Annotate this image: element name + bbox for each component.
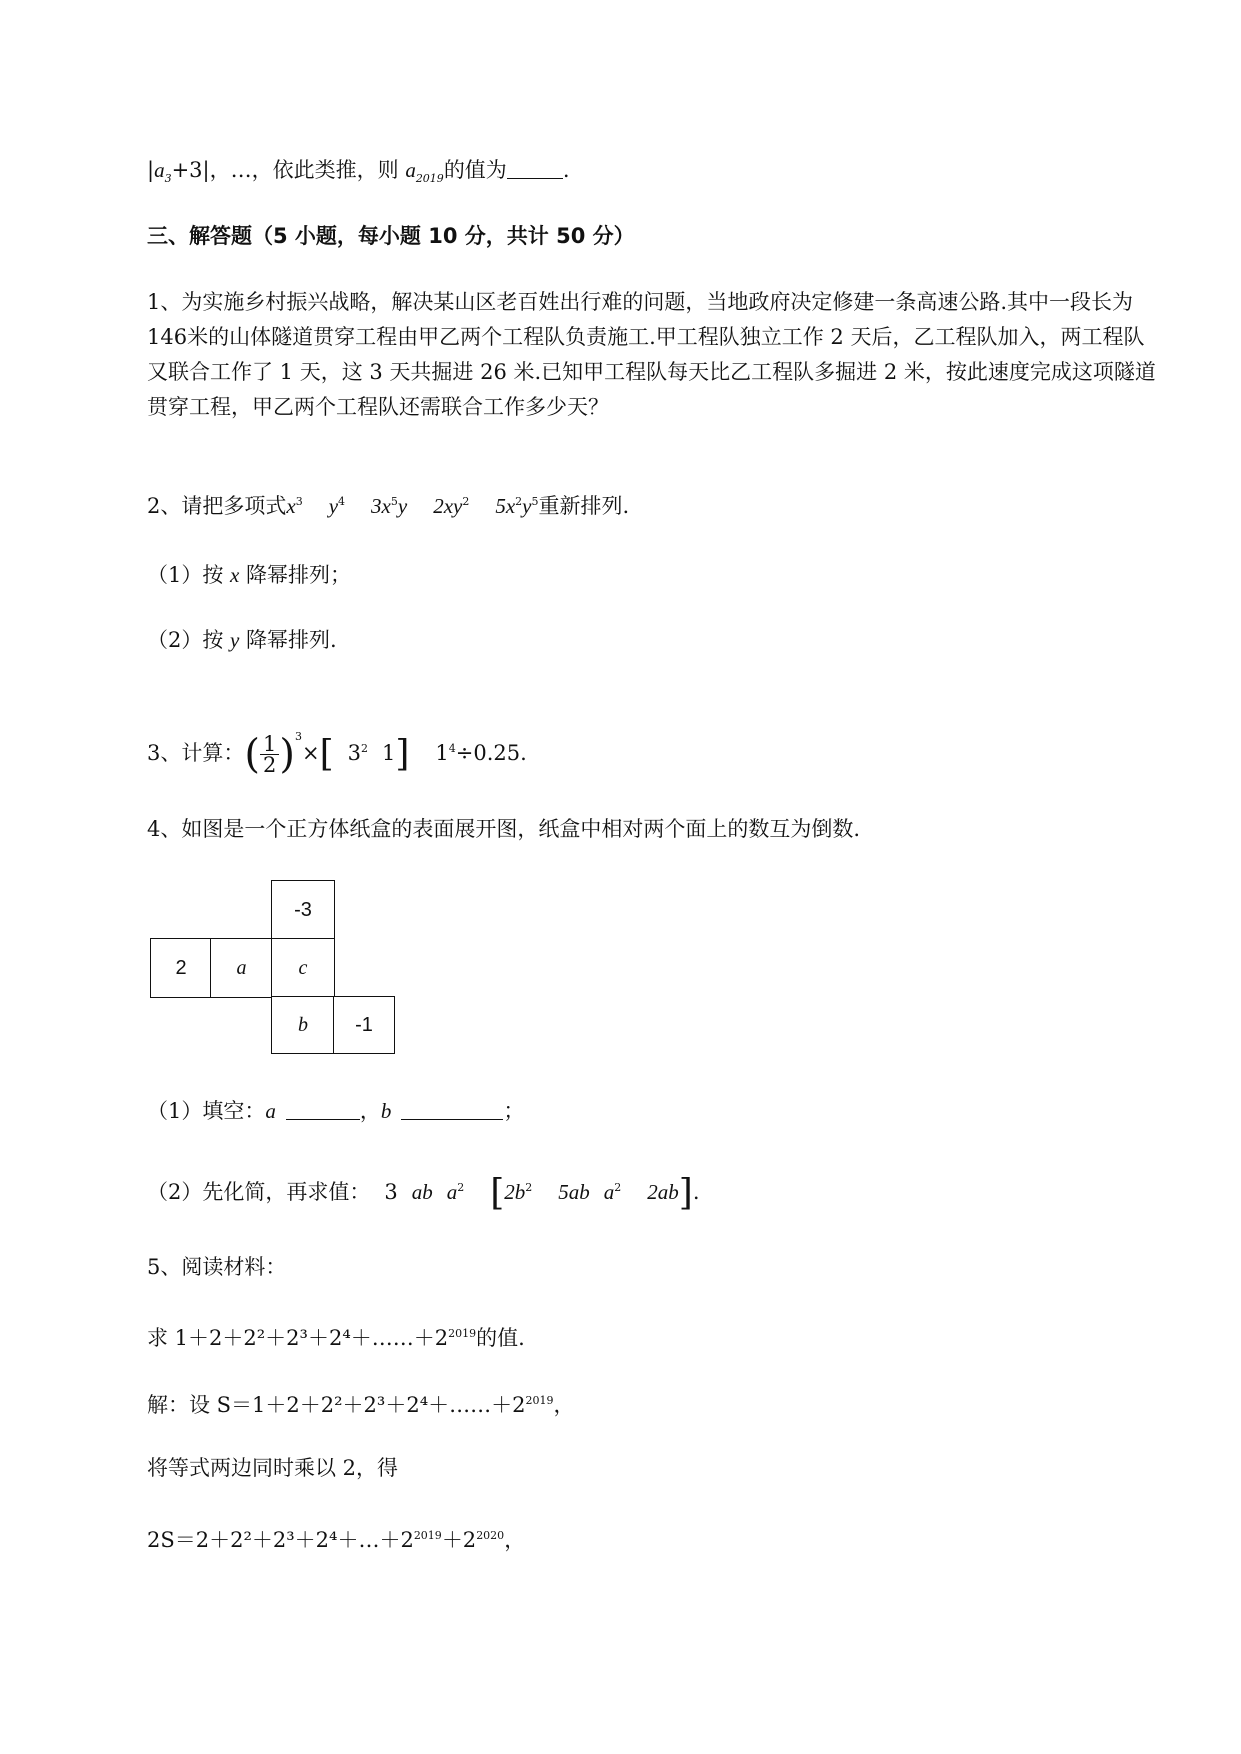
blank-b — [401, 1101, 503, 1120]
question-2-part-2 — [147, 624, 337, 656]
fraction-numerator: 1 — [260, 734, 279, 755]
q2-prefix: 2、请把多项式 — [147, 494, 287, 518]
abs-bar-open: | — [147, 158, 155, 182]
var-a: a — [265, 1099, 276, 1123]
q3-prefix: 3、计算： — [147, 741, 245, 765]
term-a-exp: 2 — [457, 1181, 465, 1194]
paren-close: ) — [279, 731, 295, 778]
term-3-y: y — [397, 494, 408, 518]
question-4: 4、如图是一个正方体纸盒的表面展开图，纸盒中相对两个面上的数互为倒数. — [147, 817, 861, 841]
term-2: y — [328, 494, 339, 518]
term-2b-exp: 2 — [525, 1181, 533, 1194]
question-2 — [147, 486, 629, 522]
bracket-close: ] — [395, 733, 410, 775]
question-5-line-1 — [147, 1318, 525, 1354]
var-y: y — [230, 628, 240, 652]
term-3: 3x — [371, 494, 391, 518]
question-3 — [147, 712, 527, 778]
term-1-exp: 3 — [295, 495, 303, 508]
double-sum-exp2: 2020 — [476, 1529, 505, 1542]
question-5-line-3: 将等式两边同时乘以 2，得 — [147, 1456, 399, 1480]
term-1: 1 — [435, 741, 449, 765]
solution-tail: ， — [553, 1393, 575, 1417]
plus-three: +3 — [171, 158, 203, 182]
term-a2-exp: 2 — [614, 1181, 622, 1194]
var-a-2019: a — [405, 158, 416, 182]
term-3-exp: 5 — [390, 495, 398, 508]
cube-cell-a: a — [210, 938, 273, 998]
blank-a — [286, 1101, 360, 1120]
term-5-exp2: 5 — [531, 495, 539, 508]
term-5-y: y — [522, 494, 532, 518]
sum-text: 求 1＋2＋2²＋2³＋2⁴＋……＋2 — [147, 1326, 449, 1350]
section-title: 三、解答题（5 小题，每小题 10 分，共计 50 分） — [147, 224, 635, 248]
double-sum-text: 2S＝2＋2²＋2³＋2⁴＋…＋2 — [147, 1528, 414, 1552]
question-4-part-1 — [147, 1095, 524, 1127]
part-label: （2）先化简，再求值： — [147, 1180, 371, 1204]
part-label: （1）填空： — [147, 1099, 266, 1123]
term-5-exp1: 2 — [515, 495, 523, 508]
q2-suffix: 重新排列. — [538, 494, 630, 518]
subscript: 3 — [164, 172, 172, 186]
term-a: a — [446, 1180, 458, 1204]
var-b: b — [380, 1099, 392, 1123]
var-x: x — [230, 563, 240, 587]
period: . — [692, 1180, 700, 1204]
cube-cell-b: b — [271, 996, 335, 1054]
part-label: （1）按 — [147, 563, 231, 587]
double-sum-mid: ＋2 — [441, 1528, 477, 1552]
inner-1: 1 — [382, 741, 396, 765]
term-1: x — [286, 494, 296, 518]
sum-tail: 的值. — [476, 1326, 525, 1350]
answer-blank — [507, 160, 563, 179]
term-5ab: 5ab — [558, 1180, 590, 1204]
continuation-text: ，…，依此类推，则 — [209, 158, 406, 182]
divide-text: ÷0.25 — [455, 741, 521, 765]
bracket-close: ] — [678, 1172, 693, 1214]
period: . — [520, 741, 527, 765]
fraction — [260, 734, 279, 775]
term-2ab: 2ab — [647, 1180, 679, 1204]
inner-3: 3 — [347, 741, 361, 765]
bracket-open: [ — [490, 1172, 505, 1214]
semicolon: ； — [503, 1099, 525, 1123]
cube-cell-minus-1: -1 — [333, 996, 395, 1054]
abs-bar-close: | — [202, 158, 210, 182]
sum-exp: 2019 — [448, 1327, 477, 1340]
value-text: 的值为 — [443, 158, 507, 182]
coef-3: 3 — [384, 1180, 398, 1204]
term-ab: ab — [411, 1180, 433, 1204]
inner-exp: 2 — [361, 742, 368, 755]
var-a: a — [154, 158, 165, 182]
bracket-open: [ — [319, 733, 334, 775]
cube-cell-left: 2 — [150, 938, 212, 998]
subscript-2019: 2019 — [415, 172, 444, 186]
separator: ， — [359, 1099, 381, 1123]
solution-exp: 2019 — [525, 1394, 554, 1407]
term-exp: 4 — [448, 742, 456, 755]
prev-question-tail — [147, 154, 570, 195]
period: . — [562, 158, 570, 182]
term-2-exp: 4 — [338, 495, 346, 508]
term-5: 5x — [495, 494, 516, 518]
term-4: 2xy — [433, 494, 463, 518]
term-2b: 2b — [504, 1180, 526, 1204]
question-2-part-1 — [147, 559, 351, 591]
term-a2: a — [603, 1180, 615, 1204]
cube-cell-top: -3 — [271, 880, 335, 940]
question-5-title: 5、阅读材料： — [147, 1255, 287, 1279]
question-5-line-4 — [147, 1520, 525, 1556]
question-1: 1、为实施乡村振兴战略，解决某山区老百姓出行难的问题，当地政府决定修建一条高速公路.其中一段长为146米的山体隧道贯穿工程由甲乙两个工程队负责施工.甲工程队独立工作 2 天后，乙工程队加入，两工程队又联合工作了 1 天，这 3 天共掘进 26 米.已知甲工程队每天比乙工程队多掘进 2 米，按此速度完成这项隧道贯穿工程，甲乙两个工程队还需联合工作多少天？ — [147, 290, 1156, 419]
part-tail: 降幂排列； — [239, 563, 352, 587]
fraction-denominator: 2 — [262, 753, 277, 777]
question-4-part-2 — [147, 1172, 700, 1212]
part-label: （2）按 — [147, 628, 231, 652]
times-sign: × — [301, 741, 320, 765]
part-tail: 降幂排列. — [239, 628, 337, 652]
cube-cell-c: c — [271, 938, 335, 998]
double-sum-exp1: 2019 — [413, 1529, 442, 1542]
paren-open: ( — [244, 731, 260, 778]
double-sum-tail: ， — [504, 1528, 526, 1552]
question-5-line-2 — [147, 1385, 574, 1421]
solution-text: 解：设 S＝1＋2＋2²＋2³＋2⁴＋……＋2 — [147, 1393, 526, 1417]
term-4-exp: 2 — [462, 495, 470, 508]
cube-exponent: 3 — [294, 730, 302, 743]
